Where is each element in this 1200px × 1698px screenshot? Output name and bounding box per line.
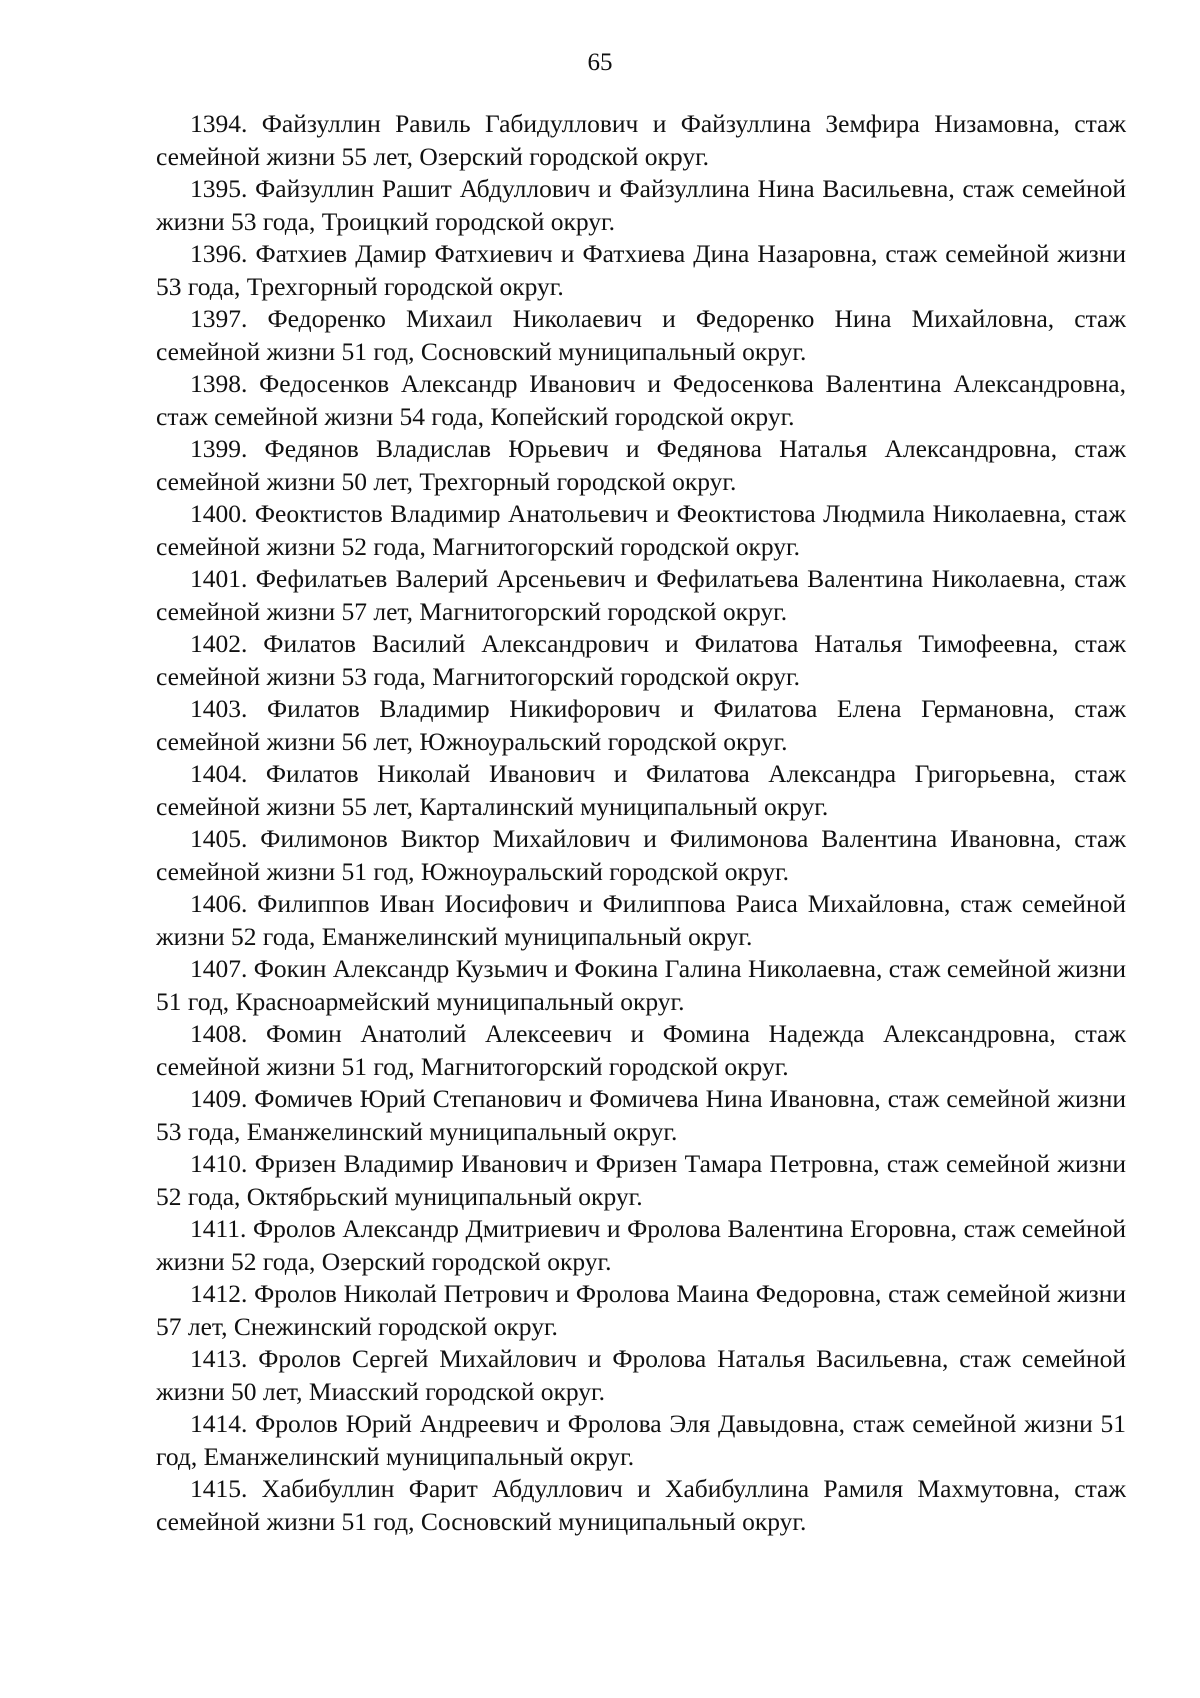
list-entry: 1400. Феоктистов Владимир Анатольевич и Феоктистова Людмила Николаевна, стаж семейной жизни 52 года, Магнитогорский городской округ.: [156, 499, 1126, 561]
list-entry: 1397. Федоренко Михаил Николаевич и Федоренко Нина Михайловна, стаж семейной жизни 51 год, Сосновский муниципальный округ.: [156, 304, 1126, 366]
list-entry: 1411. Фролов Александр Дмитриевич и Фролова Валентина Егоровна, стаж семейной жизни 52 года, Озерский городской округ.: [156, 1214, 1126, 1276]
list-entry: 1409. Фомичев Юрий Степанович и Фомичева Нина Ивановна, стаж семейной жизни 53 года, Еманжелинский муниципальный округ.: [156, 1084, 1126, 1146]
list-entry: 1415. Хабибуллин Фарит Абдуллович и Хабибуллина Рамиля Махмутовна, стаж семейной жизни 51 год, Сосновский муниципальный округ.: [156, 1474, 1126, 1536]
list-entry: 1404. Филатов Николай Иванович и Филатова Александра Григорьевна, стаж семейной жизни 55 лет, Карталинский муниципальный округ.: [156, 759, 1126, 821]
list-entry: 1414. Фролов Юрий Андреевич и Фролова Эля Давыдовна, стаж семейной жизни 51 год, Еманжелинский муниципальный округ.: [156, 1409, 1126, 1471]
list-entry: 1396. Фатхиев Дамир Фатхиевич и Фатхиева Дина Назаровна, стаж семейной жизни 53 года, Трехгорный городской округ.: [156, 239, 1126, 301]
list-entry: 1401. Фефилатьев Валерий Арсеньевич и Фефилатьева Валентина Николаевна, стаж семейной жизни 57 лет, Магнитогорский городской округ.: [156, 564, 1126, 626]
list-entry: 1410. Фризен Владимир Иванович и Фризен Тамара Петровна, стаж семейной жизни 52 года, Октябрьский муниципальный округ.: [156, 1149, 1126, 1211]
list-entry: 1399. Федянов Владислав Юрьевич и Федянова Наталья Александровна, стаж семейной жизни 50 лет, Трехгорный городской округ.: [156, 434, 1126, 496]
list-entry: 1402. Филатов Василий Александрович и Филатова Наталья Тимофеевна, стаж семейной жизни 53 года, Магнитогорский городской округ.: [156, 629, 1126, 691]
list-entry: 1412. Фролов Николай Петрович и Фролова Маина Федоровна, стаж семейной жизни 57 лет, Снежинский городской округ.: [156, 1279, 1126, 1341]
list-entry: 1398. Федосенков Александр Иванович и Федосенкова Валентина Александровна, стаж семейной жизни 54 года, Копейский городской округ.: [156, 369, 1126, 431]
list-entry: 1394. Файзуллин Равиль Габидуллович и Файзуллина Земфира Низамовна, стаж семейной жизни 55 лет, Озерский городской округ.: [156, 109, 1126, 171]
list-entry: 1408. Фомин Анатолий Алексеевич и Фомина Надежда Александровна, стаж семейной жизни 51 год, Магнитогорский городской округ.: [156, 1019, 1126, 1081]
list-entry: 1403. Филатов Владимир Никифорович и Филатова Елена Германовна, стаж семейной жизни 56 лет, Южноуральский городской округ.: [156, 694, 1126, 756]
list-entry: 1395. Файзуллин Рашит Абдуллович и Файзуллина Нина Васильевна, стаж семейной жизни 53 года, Троицкий городской округ.: [156, 174, 1126, 236]
list-entry: 1407. Фокин Александр Кузьмич и Фокина Галина Николаевна, стаж семейной жизни 51 год, Красноармейский муниципальный округ.: [156, 954, 1126, 1016]
list-entry: 1413. Фролов Сергей Михайлович и Фролова Наталья Васильевна, стаж семейной жизни 50 лет, Миасский городской округ.: [156, 1344, 1126, 1406]
entry-list: [156, 108, 1126, 1538]
list-entry: 1405. Филимонов Виктор Михайлович и Филимонова Валентина Ивановна, стаж семейной жизни 51 год, Южноуральский городской округ.: [156, 824, 1126, 886]
page-number: 65: [587, 49, 613, 76]
list-entry: 1406. Филиппов Иван Иосифович и Филиппова Раиса Михайловна, стаж семейной жизни 52 года, Еманжелинский муниципальный округ.: [156, 889, 1126, 951]
